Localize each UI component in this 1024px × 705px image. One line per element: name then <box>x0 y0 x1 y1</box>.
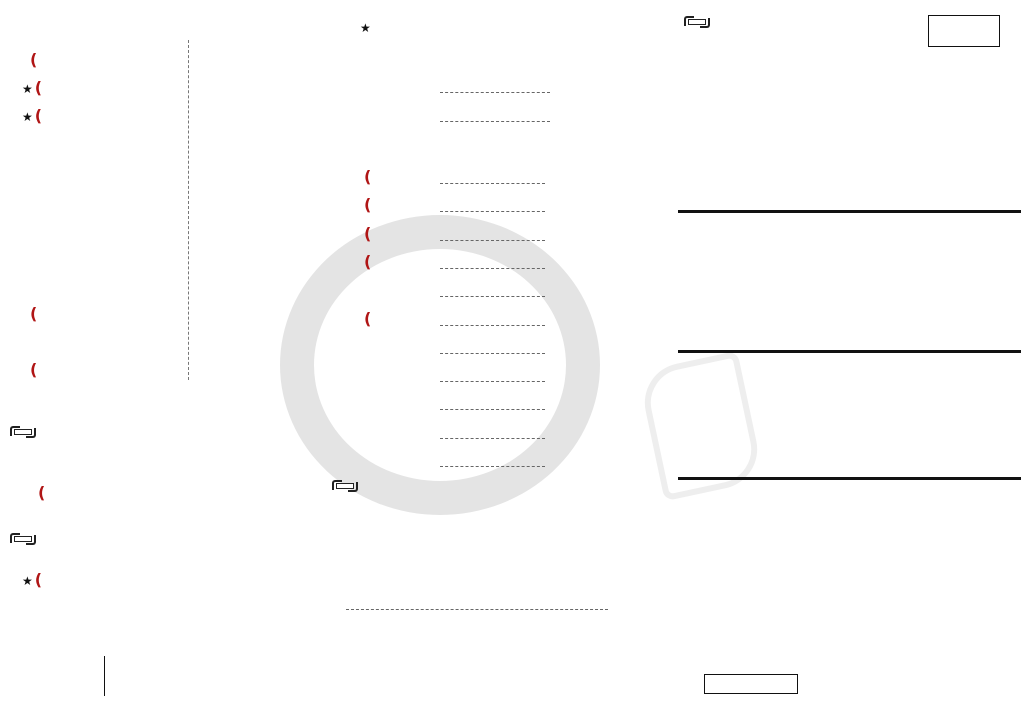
side-item-row <box>364 253 372 271</box>
side-item-row <box>364 310 372 328</box>
star-icon: ★ <box>22 574 33 588</box>
leader-line <box>440 92 550 93</box>
star-icon: ★ <box>22 82 33 97</box>
star-icon: ★ <box>22 110 33 125</box>
rice-item-row <box>22 107 43 125</box>
hotpot-item-row <box>38 484 46 502</box>
star-icon: ★ <box>360 21 371 35</box>
spicy-icon: ( <box>364 195 372 215</box>
leader-line <box>440 296 545 297</box>
spicy-icon: ( <box>38 483 46 502</box>
leader-line <box>440 121 550 122</box>
leader-line <box>440 211 545 212</box>
leader-line <box>440 183 545 184</box>
drinks-title <box>336 483 354 489</box>
spicy-icon: ( <box>364 308 372 328</box>
spicy-icon: ( <box>34 78 43 98</box>
leader-line <box>440 438 545 439</box>
rice-item-row <box>30 51 38 69</box>
leader-line <box>440 466 545 467</box>
column-divider <box>188 40 189 380</box>
leader-line <box>440 381 545 382</box>
rice-item-row <box>30 361 38 379</box>
leader-line <box>440 240 545 241</box>
leader-line <box>440 409 545 410</box>
divider-cd <box>678 477 1021 480</box>
spicy-icon: ( <box>30 360 38 380</box>
spicy-icon: ( <box>34 106 43 126</box>
combo-title <box>688 19 706 25</box>
spicy-icon: ( <box>30 303 38 323</box>
spicy-icon: ( <box>364 167 372 186</box>
side-item-row <box>364 196 372 214</box>
spicy-icon: ( <box>364 251 372 271</box>
leader-line <box>440 325 545 326</box>
table-number-box <box>928 15 1000 47</box>
spicy-icon: ( <box>30 50 38 69</box>
soup-title <box>14 536 32 542</box>
rice-item-row <box>30 305 38 323</box>
leader-line <box>440 353 545 354</box>
rice-item-row <box>22 79 43 97</box>
divider-bc <box>678 350 1021 353</box>
leader-line <box>440 268 545 269</box>
spicy-icon: ( <box>364 223 372 243</box>
watermark-seal <box>280 215 600 515</box>
side-item-row <box>364 168 372 186</box>
spicy-icon: ( <box>34 570 43 589</box>
addon-divider <box>104 656 105 696</box>
divider-ab <box>678 210 1021 213</box>
grill-row <box>360 19 373 37</box>
drinks-divider <box>346 609 608 610</box>
hotpot-title <box>14 429 32 435</box>
army-stew-row <box>22 571 43 589</box>
min-charge <box>704 674 798 694</box>
side-item-row <box>364 225 372 243</box>
